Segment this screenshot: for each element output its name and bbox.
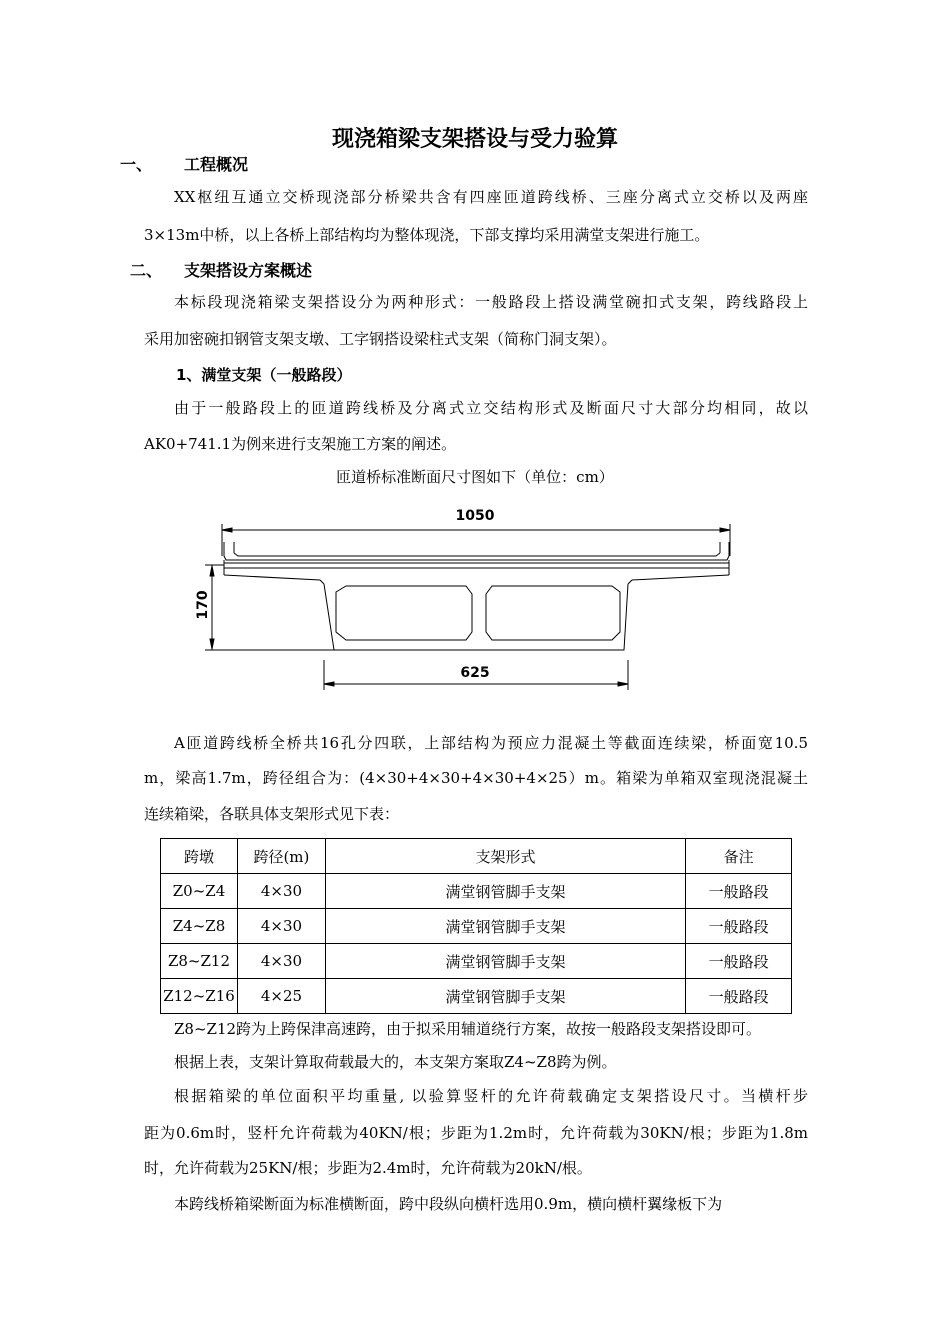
dim-label-bottom: 625 — [460, 665, 490, 681]
table-row — [161, 874, 792, 909]
table-header-cell: 备注 — [686, 839, 792, 874]
support-table — [160, 838, 792, 1014]
table-cell: 4×25 — [237, 979, 325, 1014]
table-cell: Z4~Z8 — [161, 909, 238, 944]
table-cell: 满堂钢管脚手支架 — [325, 874, 685, 909]
table-cell: 4×30 — [237, 944, 325, 979]
table-row — [161, 944, 792, 979]
load-paragraph-line-3: 时，允许荷载为25KN/根；步距为2.4m时，允许荷载为20kN/根。 — [144, 1159, 592, 1177]
table-cell: Z12~Z16 — [161, 979, 238, 1014]
load-paragraph-line-2: 距为0.6m时，竖杆允许荷载为40KN/根；步距为1.2m时，允许荷载为30KN/根；步距为1.8m — [144, 1124, 808, 1142]
bridge-paragraph-line-2: m，梁高1.7m，跨径组合为：(4×30+4×30+4×30+4×25）m。箱梁为单箱双室现浇混凝土 — [144, 769, 808, 787]
bridge-paragraph-line-1: A匝道跨线桥全桥共16孔分四联，上部结构为预应力混凝土等截面连续梁，桥面宽10.5 — [174, 734, 808, 752]
left-cell — [336, 586, 472, 640]
section1-paragraph-line-1: XX枢纽互通立交桥现浇部分桥梁共含有四座匝道跨线桥、三座分离式立交桥以及两座 — [174, 188, 808, 206]
table-header-row — [161, 839, 792, 874]
table-cell: 满堂钢管脚手支架 — [325, 944, 685, 979]
document-title: 现浇箱梁支架搭设与受力验算 — [331, 127, 618, 152]
section2-number: 二、 — [130, 261, 163, 280]
deck-top-edge — [224, 542, 729, 560]
table-header-cell: 支架形式 — [325, 839, 685, 874]
table-row — [161, 909, 792, 944]
section2-paragraph-line-1: 本标段现浇箱梁支架搭设分为两种形式：一般路段上搭设满堂碗扣式支架，跨线路段上 — [174, 293, 808, 311]
table-cell: Z0~Z4 — [161, 874, 238, 909]
table-cell: 一般路段 — [686, 909, 792, 944]
after-table-line-1: Z8~Z12跨为上跨保津高速跨，由于拟采用辅道绕行方案，故按一般路段支架搭设即可。 — [174, 1020, 762, 1038]
dim-label-top: 1050 — [455, 508, 495, 524]
table-cell: Z8~Z12 — [161, 944, 238, 979]
left-flange — [224, 575, 324, 584]
table-cell: 4×30 — [237, 909, 325, 944]
subsection1-paragraph-line-1: 由于一般路段上的匝道跨线桥及分离式立交结构形式及断面尺寸大部分均相同，故以 — [174, 399, 808, 417]
section2-heading: 支架搭设方案概述 — [184, 261, 313, 280]
last-paragraph-line: 本跨线桥箱梁断面为标准横断面，跨中段纵向横杆选用0.9m，横向横杆翼缘板下为 — [174, 1195, 723, 1213]
table-header-cell: 跨墩 — [161, 839, 238, 874]
table-cell: 4×30 — [237, 874, 325, 909]
section2-paragraph-line-2: 采用加密碗扣钢管支架支墩、工字钢搭设梁柱式支架（简称门洞支架）。 — [144, 330, 617, 348]
table-header-cell: 跨径(m) — [237, 839, 325, 874]
load-paragraph-line-1: 根据箱梁的单位面积平均重量, 以验算竖杆的允许荷载确定支架搭设尺寸。当横杆步 — [174, 1087, 808, 1105]
section1-number: 一、 — [120, 155, 153, 174]
right-flange — [628, 575, 729, 584]
after-table-line-2: 根据上表，支架计算取荷载最大的，本支架方案取Z4~Z8跨为例。 — [174, 1053, 617, 1071]
figure-caption: 匝道桥标准断面尺寸图如下（单位：cm） — [336, 468, 614, 486]
table-cell: 一般路段 — [686, 979, 792, 1014]
table-cell: 满堂钢管脚手支架 — [325, 979, 685, 1014]
table-cell: 一般路段 — [686, 874, 792, 909]
table-cell: 满堂钢管脚手支架 — [325, 909, 685, 944]
dim-label-left: 170 — [195, 590, 211, 620]
subsection1-paragraph-line-2: AK0+741.1为例来进行支架施工方案的阐述。 — [144, 435, 457, 453]
right-cell — [486, 586, 620, 640]
section1-paragraph-line-2: 3×13m中桥，以上各桥上部结构均为整体现浇，下部支撑均采用满堂支架进行施工。 — [144, 226, 710, 244]
subsection1-heading: 1、满堂支架（一般路段） — [176, 366, 352, 384]
table-cell: 一般路段 — [686, 944, 792, 979]
bridge-paragraph-line-3: 连续箱梁，各联具体支架形式见下表： — [144, 805, 400, 823]
table-row — [161, 979, 792, 1014]
section1-heading: 工程概况 — [184, 155, 249, 174]
